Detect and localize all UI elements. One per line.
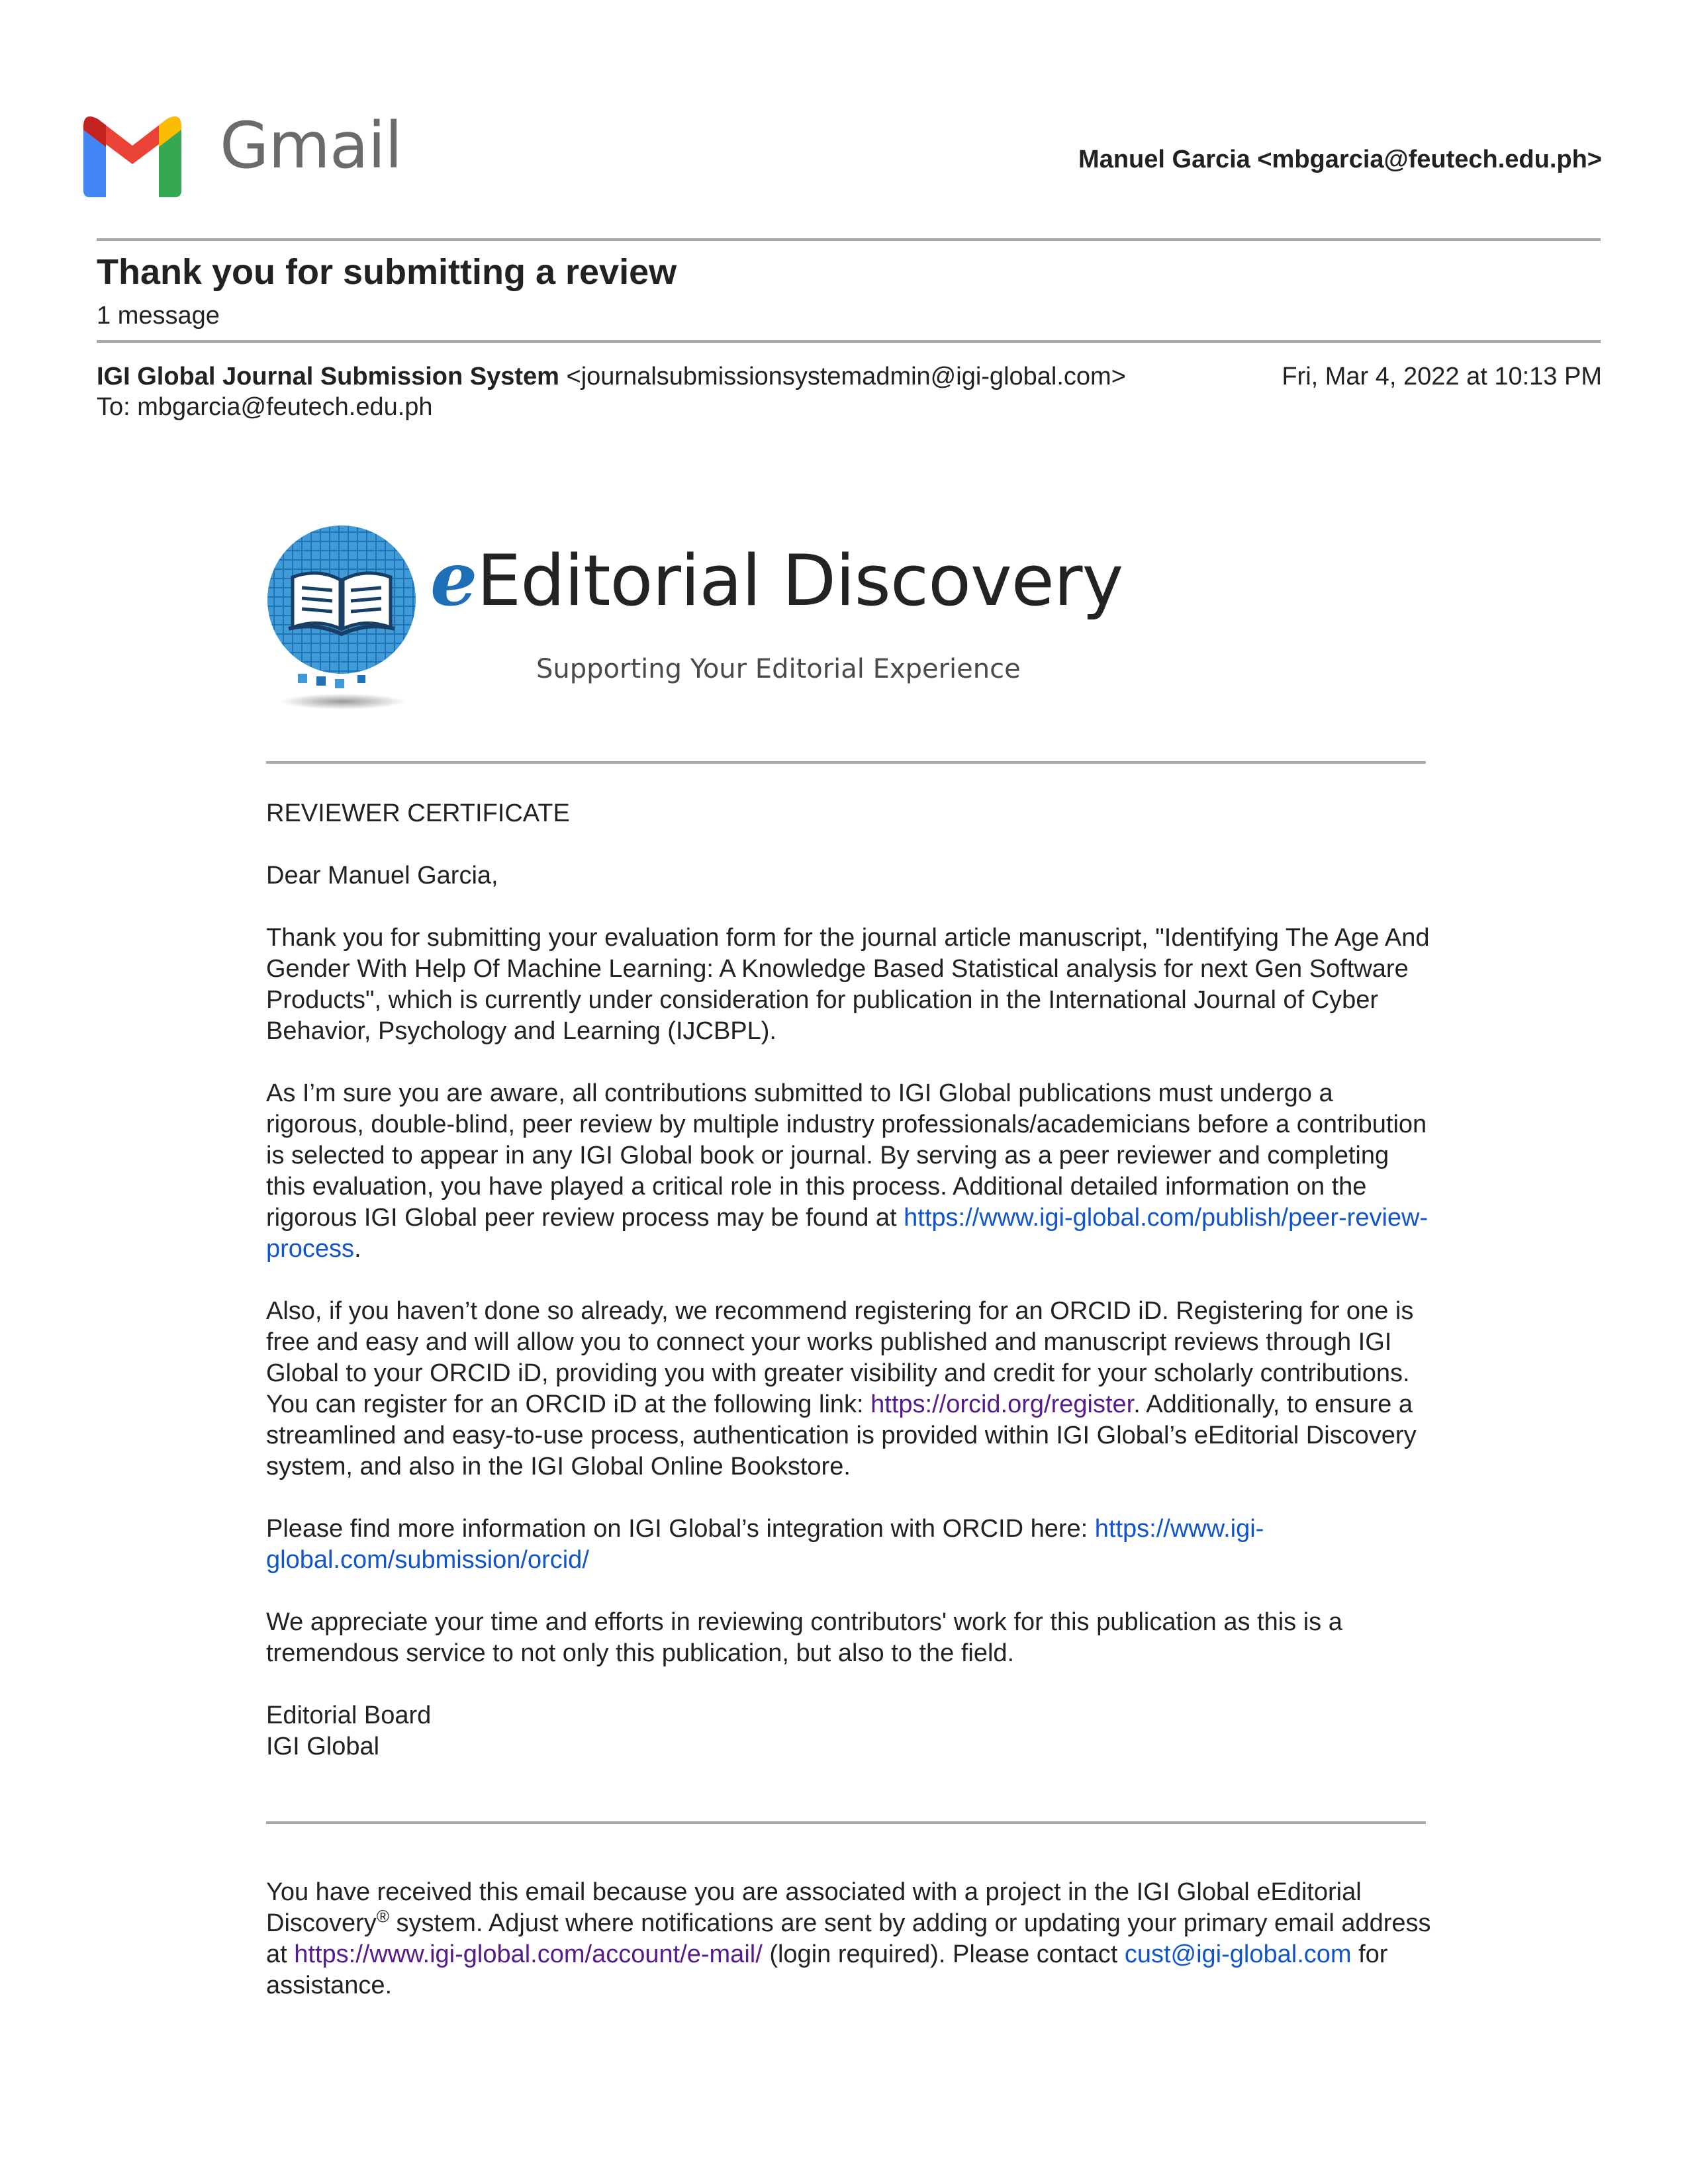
editorial-discovery-logo bbox=[265, 523, 1192, 721]
signoff-line: Editorial Board bbox=[266, 1702, 432, 1729]
footer-text: for assistance. bbox=[266, 1940, 1388, 1999]
message-date: Fri, Mar 4, 2022 at 10:13 PM bbox=[1282, 363, 1602, 390]
sender-email: <journalsubmissionsystemadmin@igi-global.com> bbox=[566, 363, 1126, 390]
email-body bbox=[266, 798, 1431, 1762]
greeting: Dear Manuel Garcia, bbox=[266, 862, 498, 889]
paragraph-text: . Additionally, to ensure a streamlined and easy-to-use process, authentication is provided within IGI Global’s eEditorial Discovery system, and also in the IGI Global Online Bookstore. bbox=[266, 1390, 1417, 1480]
signoff bbox=[266, 1700, 1431, 1762]
paragraph-peer-review bbox=[266, 1078, 1431, 1265]
orcid-register-link[interactable]: https://orcid.org/register bbox=[870, 1390, 1134, 1418]
divider bbox=[97, 340, 1601, 343]
support-email-link[interactable]: cust@igi-global.com bbox=[1124, 1940, 1352, 1968]
registered-mark: ® bbox=[376, 1906, 389, 1927]
paragraph-orcid bbox=[266, 1296, 1431, 1482]
divider bbox=[266, 1821, 1426, 1824]
certificate-heading: REVIEWER CERTIFICATE bbox=[266, 799, 570, 827]
signoff-line: IGI Global bbox=[266, 1733, 380, 1760]
sender-name: IGI Global Journal Submission System bbox=[97, 363, 559, 390]
account-label: Manuel Garcia <mbgarcia@feutech.edu.ph> bbox=[1078, 146, 1602, 173]
orcid-integration-link[interactable]: https://www.igi-global.com/submission/orcid/ bbox=[266, 1515, 1264, 1574]
sender-line bbox=[97, 363, 1126, 391]
gmail-logo-icon bbox=[83, 114, 181, 197]
message-count: 1 message bbox=[97, 302, 220, 330]
paragraph-appreciation: We appreciate your time and efforts in reviewing contributors' work for this publication as this is a tremendous service to not only this publication, but also to the field. bbox=[266, 1608, 1342, 1667]
paragraph-orcid-integration bbox=[266, 1514, 1431, 1576]
divider bbox=[97, 238, 1601, 241]
footer-text: system. Adjust where notifications are sent by adding or updating your primary email address at bbox=[266, 1909, 1431, 1968]
gmail-wordmark: Gmail bbox=[220, 109, 402, 183]
peer-review-link[interactable]: https://www.igi-global.com/publish/peer-review-process bbox=[266, 1204, 1429, 1263]
paragraph-text: Please find more information on IGI Global’s integration with ORCID here: bbox=[266, 1515, 1095, 1543]
paragraph-text: . bbox=[354, 1235, 361, 1263]
thread-subject: Thank you for submitting a review bbox=[97, 252, 677, 292]
divider bbox=[266, 761, 1426, 764]
brand-title bbox=[430, 536, 1123, 623]
paragraph-text: Also, if you haven’t done so already, we recommend registering for an ORCID iD. Registering for one is free and easy and will allow you to connect your works published and manuscript reviews through IGI Global to your ORCID iD, providing you with greater visibility and credit for your scholarly contributions. You can register for an ORCID iD at the following link: bbox=[266, 1297, 1414, 1418]
email-footer bbox=[266, 1877, 1431, 2001]
brand-title-text: Editorial Discovery bbox=[477, 540, 1123, 621]
paragraph-text: As I’m sure you are aware, all contributions submitted to IGI Global publications must undergo a rigorous, double-blind, peer review by multiple industry professionals/academicians before a contribution is selected to appear in any IGI Global book or journal. By serving as a peer reviewer and completing this evaluation, you have played a critical role in this process. Additional detailed information on the rigorous IGI Global peer review process may be found at bbox=[266, 1079, 1427, 1232]
brand-tagline: Supporting Your Editorial Experience bbox=[536, 654, 1021, 684]
account-email-link[interactable]: https://www.igi-global.com/account/e-mail/ bbox=[294, 1940, 763, 1968]
brand-e-letter: e bbox=[430, 536, 477, 623]
footer-text: (login required). Please contact bbox=[762, 1940, 1125, 1968]
gmail-header bbox=[0, 0, 1688, 225]
recipient-line: To: mbgarcia@feutech.edu.ph bbox=[97, 393, 433, 421]
book-globe-icon bbox=[265, 523, 424, 715]
footer-text: You have received this email because you are associated with a project in the IGI Global eEditorial Discovery bbox=[266, 1878, 1362, 1937]
paragraph-manuscript: Thank you for submitting your evaluation form for the journal article manuscript, "Identifying The Age And Gender With Help Of Machine Learning: A Knowledge Based Statistical analysis for next Gen Software Products", which is currently under consideration for publication in the International Journal of Cyber Behavior, Psychology and Learning (IJCBPL). bbox=[266, 924, 1430, 1045]
